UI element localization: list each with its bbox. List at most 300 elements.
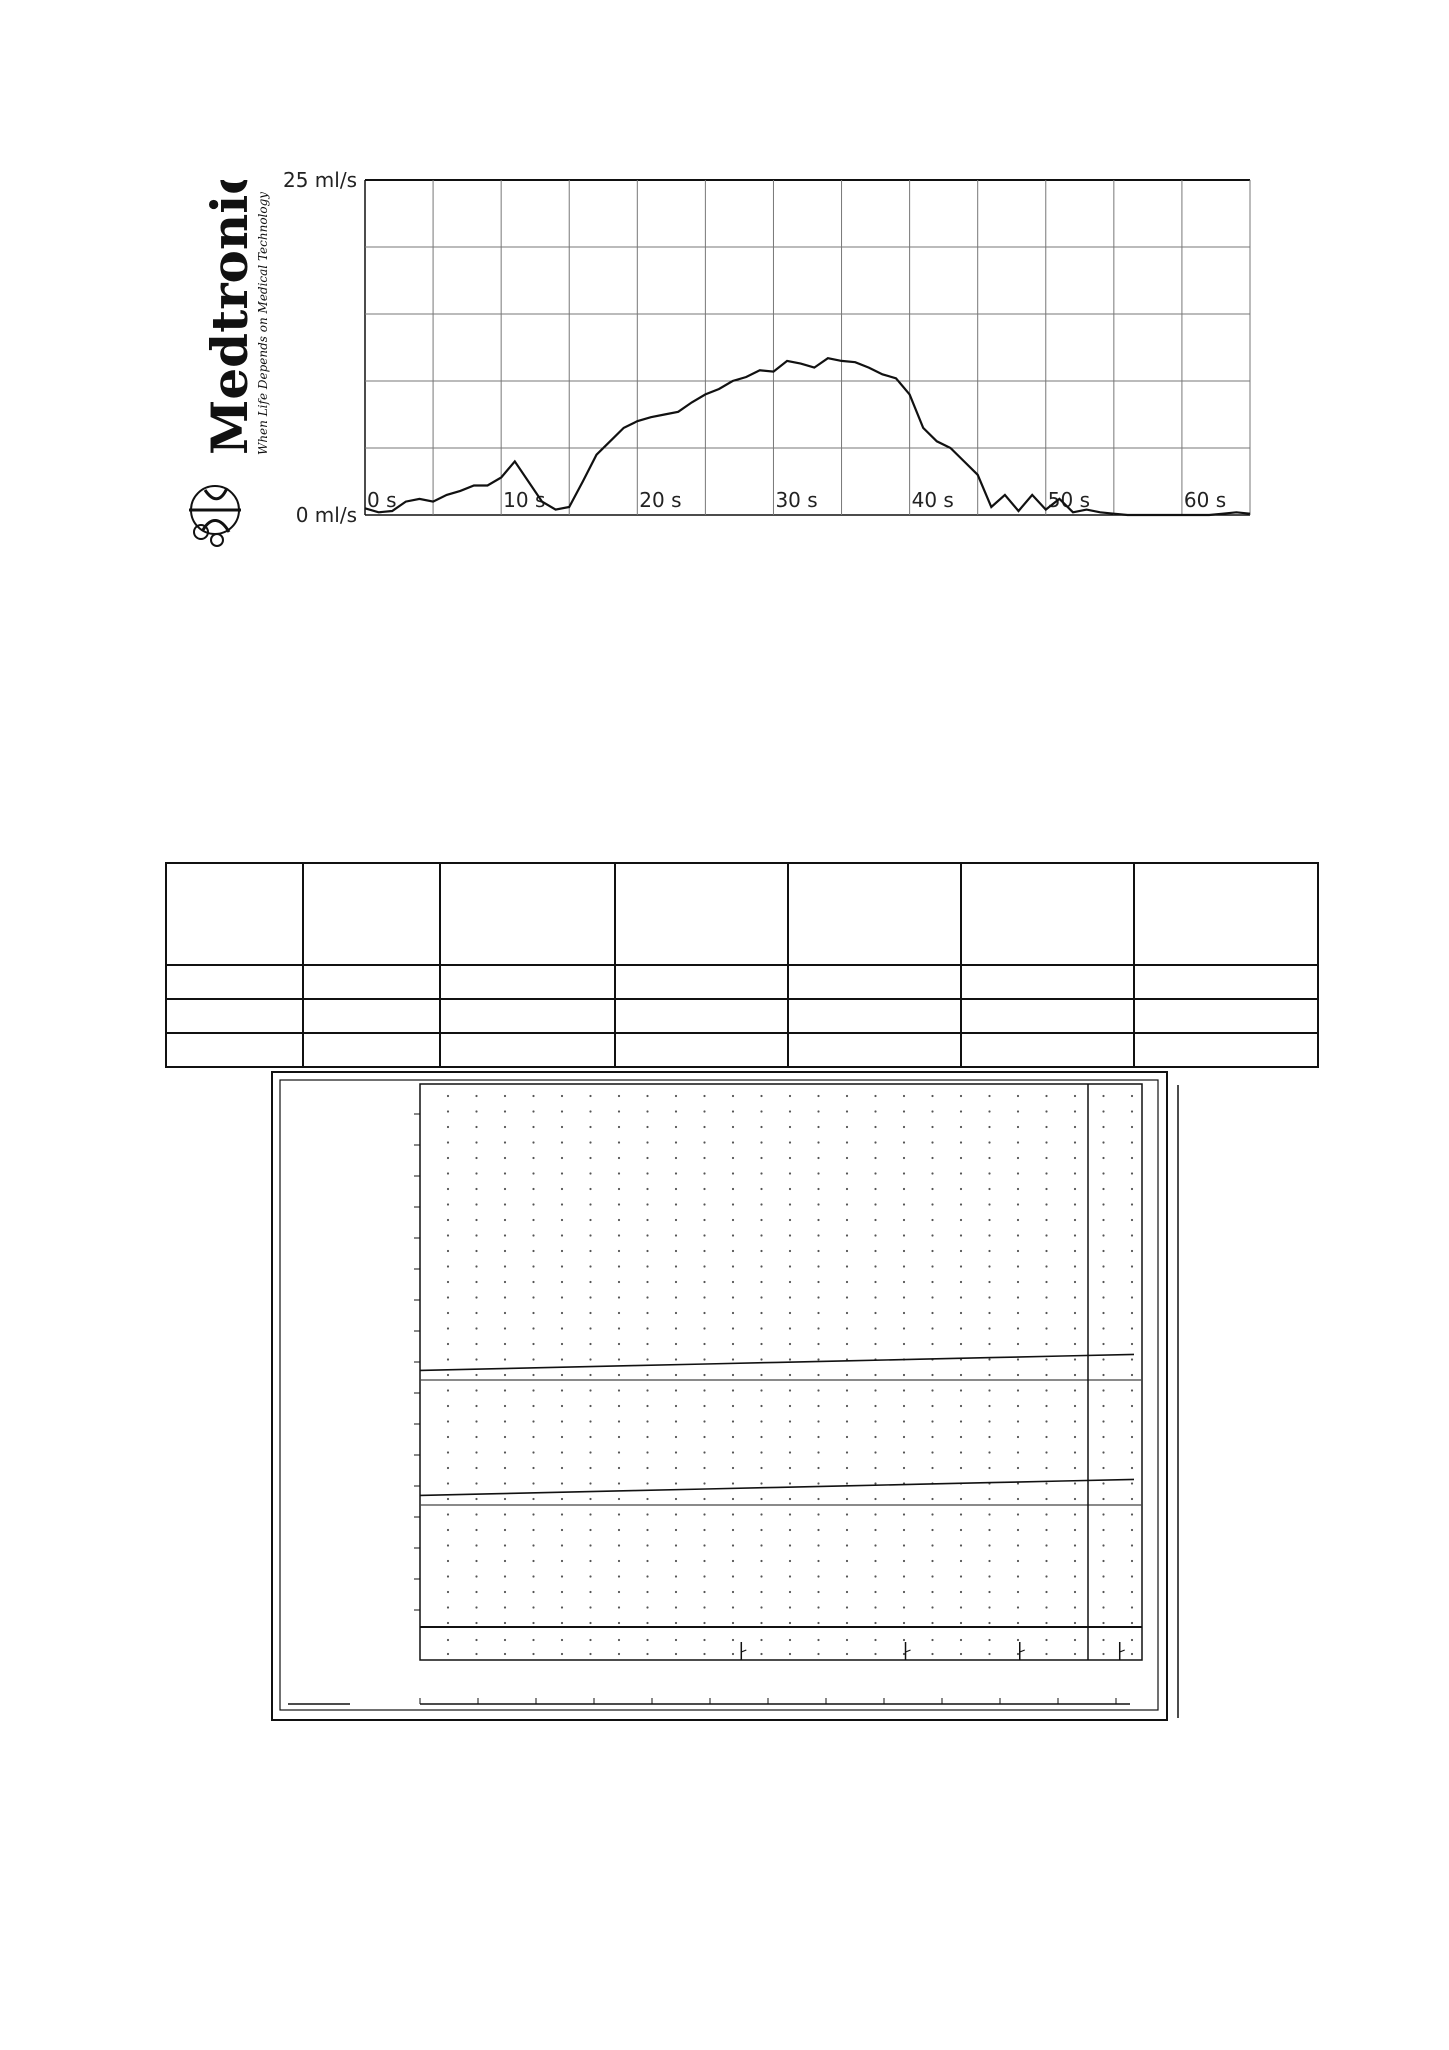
grid-dot <box>1045 1126 1047 1128</box>
grid-dot <box>1131 1405 1133 1407</box>
grid-dot <box>903 1126 905 1128</box>
grid-dot <box>703 1343 705 1345</box>
grid-dot <box>760 1436 762 1438</box>
grid-dot <box>988 1281 990 1283</box>
grid-dot <box>931 1234 933 1236</box>
grid-dot <box>675 1606 677 1608</box>
grid-dot <box>703 1575 705 1577</box>
grid-dot <box>532 1498 534 1500</box>
table-header-cell <box>1134 863 1318 965</box>
grid-dot <box>475 1513 477 1515</box>
grid-dot <box>447 1250 449 1252</box>
grid-dot <box>1045 1157 1047 1159</box>
grid-dot <box>618 1653 620 1655</box>
grid-dot <box>1045 1281 1047 1283</box>
grid-dot <box>760 1126 762 1128</box>
grid-dot <box>960 1219 962 1221</box>
grid-dot <box>1017 1358 1019 1360</box>
grid-dot <box>1074 1203 1076 1205</box>
grid-dot <box>846 1327 848 1329</box>
grid-dot <box>703 1203 705 1205</box>
grid-dot <box>475 1172 477 1174</box>
grid-dot <box>732 1126 734 1128</box>
grid-dot <box>1131 1312 1133 1314</box>
grid-dot <box>504 1141 506 1143</box>
grid-dot <box>1102 1420 1104 1422</box>
grid-dot <box>846 1389 848 1391</box>
grid-dot <box>732 1560 734 1562</box>
grid-dot <box>960 1296 962 1298</box>
grid-dot <box>618 1405 620 1407</box>
grid-dot <box>589 1141 591 1143</box>
grid-dot <box>504 1451 506 1453</box>
grid-dot <box>846 1575 848 1577</box>
grid-dot <box>988 1639 990 1641</box>
grid-dot <box>618 1157 620 1159</box>
grid-dot <box>1017 1172 1019 1174</box>
grid-dot <box>817 1653 819 1655</box>
grid-dot <box>475 1141 477 1143</box>
grid-dot <box>817 1358 819 1360</box>
grid-dot <box>532 1343 534 1345</box>
grid-dot <box>1017 1405 1019 1407</box>
pressure-trace-line <box>420 1479 1134 1495</box>
grid-dot <box>817 1622 819 1624</box>
grid-dot <box>988 1343 990 1345</box>
grid-dot <box>903 1296 905 1298</box>
grid-dot <box>931 1343 933 1345</box>
grid-dot <box>1045 1389 1047 1391</box>
grid-dot <box>1131 1606 1133 1608</box>
grid-dot <box>532 1188 534 1190</box>
grid-dot <box>988 1312 990 1314</box>
grid-dot <box>988 1529 990 1531</box>
grid-dot <box>817 1560 819 1562</box>
grid-dot <box>532 1389 534 1391</box>
grid-dot <box>931 1110 933 1112</box>
grid-dot <box>618 1250 620 1252</box>
grid-dot <box>646 1436 648 1438</box>
grid-dot <box>846 1250 848 1252</box>
grid-dot <box>561 1172 563 1174</box>
grid-dot <box>817 1405 819 1407</box>
grid-dot <box>817 1312 819 1314</box>
grid-dot <box>646 1141 648 1143</box>
grid-dot <box>732 1343 734 1345</box>
grid-dot <box>846 1451 848 1453</box>
grid-dot <box>903 1374 905 1376</box>
grid-dot <box>561 1544 563 1546</box>
grid-dot <box>988 1095 990 1097</box>
grid-dot <box>1131 1560 1133 1562</box>
grid-dot <box>589 1544 591 1546</box>
grid-dot <box>760 1622 762 1624</box>
grid-dot <box>504 1544 506 1546</box>
grid-dot <box>703 1420 705 1422</box>
grid-dot <box>874 1312 876 1314</box>
table-row <box>166 999 1318 1033</box>
grid-dot <box>504 1188 506 1190</box>
grid-dot <box>646 1358 648 1360</box>
grid-dot <box>1102 1451 1104 1453</box>
grid-dot <box>817 1219 819 1221</box>
grid-dot <box>874 1639 876 1641</box>
grid-dot <box>646 1560 648 1562</box>
grid-dot <box>931 1498 933 1500</box>
grid-dot <box>561 1234 563 1236</box>
grid-dot <box>475 1389 477 1391</box>
grid-dot <box>618 1389 620 1391</box>
grid-dot <box>732 1544 734 1546</box>
grid-dot <box>532 1126 534 1128</box>
grid-dot <box>874 1436 876 1438</box>
grid-dot <box>532 1172 534 1174</box>
grid-dot <box>760 1312 762 1314</box>
grid-dot <box>589 1296 591 1298</box>
table-header-cell <box>961 863 1134 965</box>
grid-dot <box>789 1560 791 1562</box>
grid-dot <box>789 1498 791 1500</box>
grid-dot <box>846 1482 848 1484</box>
grid-dot <box>789 1374 791 1376</box>
grid-dot <box>817 1606 819 1608</box>
grid-dot <box>846 1653 848 1655</box>
grid-dot <box>675 1591 677 1593</box>
grid-dot <box>532 1513 534 1515</box>
grid-dot <box>931 1157 933 1159</box>
grid-dot <box>1045 1513 1047 1515</box>
grid-dot <box>1102 1653 1104 1655</box>
table-cell <box>1134 965 1318 999</box>
grid-dot <box>1102 1172 1104 1174</box>
grid-dot <box>504 1157 506 1159</box>
grid-dot <box>589 1203 591 1205</box>
grid-dot <box>846 1095 848 1097</box>
grid-dot <box>760 1157 762 1159</box>
grid-dot <box>1074 1575 1076 1577</box>
grid-dot <box>874 1188 876 1190</box>
grid-dot <box>475 1188 477 1190</box>
grid-dot <box>1131 1420 1133 1422</box>
grid-dot <box>703 1560 705 1562</box>
grid-dot <box>618 1591 620 1593</box>
grid-dot <box>703 1234 705 1236</box>
grid-dot <box>1017 1639 1019 1641</box>
pressure-trace-line <box>420 1354 1134 1370</box>
grid-dot <box>475 1639 477 1641</box>
table-cell <box>788 965 961 999</box>
grid-dot <box>504 1389 506 1391</box>
grid-dot <box>589 1513 591 1515</box>
grid-dot <box>447 1451 449 1453</box>
table-header-row <box>166 863 1318 965</box>
grid-dot <box>960 1560 962 1562</box>
grid-dot <box>1017 1420 1019 1422</box>
y-tick-label: 25 ml/s <box>282 168 357 192</box>
grid-dot <box>1017 1529 1019 1531</box>
grid-dot <box>789 1513 791 1515</box>
grid-dot <box>960 1265 962 1267</box>
grid-dot <box>817 1343 819 1345</box>
grid-dot <box>760 1467 762 1469</box>
grid-dot <box>789 1296 791 1298</box>
grid-dot <box>1074 1265 1076 1267</box>
grid-dot <box>1017 1327 1019 1329</box>
grid-dot <box>561 1560 563 1562</box>
grid-dot <box>960 1420 962 1422</box>
grid-dot <box>475 1451 477 1453</box>
grid-dot <box>817 1110 819 1112</box>
grid-dot <box>732 1095 734 1097</box>
grid-dot <box>447 1513 449 1515</box>
grid-dot <box>703 1591 705 1593</box>
grid-dot <box>760 1405 762 1407</box>
grid-dot <box>1102 1296 1104 1298</box>
grid-dot <box>504 1529 506 1531</box>
grid-dot <box>960 1374 962 1376</box>
grid-dot <box>789 1126 791 1128</box>
grid-dot <box>447 1281 449 1283</box>
grid-dot <box>1074 1560 1076 1562</box>
grid-dot <box>447 1157 449 1159</box>
grid-dot <box>504 1110 506 1112</box>
grid-dot <box>561 1203 563 1205</box>
grid-dot <box>874 1234 876 1236</box>
grid-dot <box>561 1126 563 1128</box>
grid-dot <box>1017 1513 1019 1515</box>
plot-outer-frame <box>272 1072 1167 1720</box>
grid-dot <box>817 1157 819 1159</box>
grid-dot <box>789 1420 791 1422</box>
grid-dot <box>1074 1296 1076 1298</box>
grid-dot <box>447 1591 449 1593</box>
grid-dot <box>732 1281 734 1283</box>
grid-dot <box>1131 1451 1133 1453</box>
grid-dot <box>960 1281 962 1283</box>
grid-dot <box>732 1312 734 1314</box>
grid-dot <box>874 1529 876 1531</box>
grid-dot <box>1017 1451 1019 1453</box>
grid-dot <box>760 1327 762 1329</box>
grid-dot <box>646 1110 648 1112</box>
grid-dot <box>1074 1653 1076 1655</box>
grid-dot <box>903 1281 905 1283</box>
grid-dot <box>675 1234 677 1236</box>
grid-dot <box>931 1405 933 1407</box>
grid-dot <box>846 1529 848 1531</box>
grid-dot <box>846 1343 848 1345</box>
grid-dot <box>589 1389 591 1391</box>
grid-dot <box>504 1172 506 1174</box>
grid-dot <box>1017 1157 1019 1159</box>
grid-dot <box>789 1544 791 1546</box>
grid-dot <box>874 1374 876 1376</box>
grid-dot <box>618 1420 620 1422</box>
grid-dot <box>475 1575 477 1577</box>
grid-dot <box>903 1219 905 1221</box>
grid-dot <box>1017 1234 1019 1236</box>
grid-dot <box>817 1498 819 1500</box>
grid-dot <box>789 1250 791 1252</box>
grid-dot <box>475 1606 477 1608</box>
grid-dot <box>760 1188 762 1190</box>
grid-dot <box>760 1482 762 1484</box>
grid-dot <box>504 1312 506 1314</box>
grid-dot <box>1074 1343 1076 1345</box>
grid-dot <box>931 1219 933 1221</box>
grid-dot <box>874 1157 876 1159</box>
grid-dot <box>618 1296 620 1298</box>
grid-dot <box>646 1157 648 1159</box>
grid-dot <box>817 1281 819 1283</box>
table-cell <box>615 1033 788 1067</box>
table-cell <box>166 1033 303 1067</box>
grid-dot <box>504 1560 506 1562</box>
grid-dot <box>1131 1126 1133 1128</box>
grid-dot <box>504 1234 506 1236</box>
grid-dot <box>1102 1374 1104 1376</box>
grid-dot <box>532 1327 534 1329</box>
grid-dot <box>475 1234 477 1236</box>
grid-dot <box>475 1312 477 1314</box>
grid-dot <box>675 1529 677 1531</box>
grid-dot <box>447 1498 449 1500</box>
grid-dot <box>589 1639 591 1641</box>
results-table <box>165 862 1319 1068</box>
grid-dot <box>618 1622 620 1624</box>
grid-dot <box>1074 1188 1076 1190</box>
grid-dot <box>760 1544 762 1546</box>
grid-dot <box>903 1157 905 1159</box>
grid-dot <box>589 1451 591 1453</box>
grid-dot <box>447 1606 449 1608</box>
grid-dot <box>874 1327 876 1329</box>
grid-dot <box>1017 1591 1019 1593</box>
grid-dot <box>561 1405 563 1407</box>
grid-dot <box>1045 1498 1047 1500</box>
grid-dot <box>846 1172 848 1174</box>
grid-dot <box>1102 1110 1104 1112</box>
grid-dot <box>589 1482 591 1484</box>
grid-dot <box>504 1250 506 1252</box>
grid-dot <box>1131 1358 1133 1360</box>
grid-dot <box>903 1436 905 1438</box>
grid-dot <box>732 1358 734 1360</box>
logo-wordmark: Medtronic <box>200 180 259 455</box>
grid-dot <box>475 1126 477 1128</box>
grid-dot <box>1102 1639 1104 1641</box>
grid-dot <box>1017 1265 1019 1267</box>
grid-dot <box>988 1172 990 1174</box>
grid-dot <box>532 1095 534 1097</box>
grid-dot <box>789 1219 791 1221</box>
grid-dot <box>931 1374 933 1376</box>
grid-dot <box>703 1482 705 1484</box>
grid-dot <box>817 1389 819 1391</box>
grid-dot <box>903 1467 905 1469</box>
grid-dot <box>931 1639 933 1641</box>
grid-dot <box>789 1281 791 1283</box>
grid-dot <box>475 1374 477 1376</box>
grid-dot <box>960 1126 962 1128</box>
grid-dot <box>561 1436 563 1438</box>
grid-dot <box>988 1451 990 1453</box>
grid-dot <box>561 1498 563 1500</box>
table-header-cell <box>440 863 615 965</box>
grid-dot <box>618 1172 620 1174</box>
grid-dot <box>475 1544 477 1546</box>
grid-dot <box>1045 1560 1047 1562</box>
grid-dot <box>618 1312 620 1314</box>
grid-dot <box>561 1141 563 1143</box>
grid-dot <box>960 1095 962 1097</box>
grid-dot <box>561 1451 563 1453</box>
grid-dot <box>732 1389 734 1391</box>
grid-dot <box>475 1327 477 1329</box>
grid-dot <box>760 1591 762 1593</box>
grid-dot <box>703 1281 705 1283</box>
grid-dot <box>960 1639 962 1641</box>
grid-dot <box>504 1639 506 1641</box>
grid-dot <box>1102 1591 1104 1593</box>
grid-dot <box>903 1513 905 1515</box>
grid-dot <box>447 1639 449 1641</box>
grid-dot <box>561 1343 563 1345</box>
grid-dot <box>1074 1405 1076 1407</box>
grid-dot <box>789 1622 791 1624</box>
grid-dot <box>817 1591 819 1593</box>
grid-dot <box>1131 1591 1133 1593</box>
grid-dot <box>988 1126 990 1128</box>
grid-dot <box>789 1141 791 1143</box>
grid-dot <box>561 1095 563 1097</box>
grid-dot <box>931 1172 933 1174</box>
grid-dot <box>960 1513 962 1515</box>
grid-dot <box>1131 1203 1133 1205</box>
grid-dot <box>1131 1575 1133 1577</box>
grid-dot <box>703 1312 705 1314</box>
grid-dot <box>874 1203 876 1205</box>
grid-dot <box>675 1482 677 1484</box>
table-cell <box>615 999 788 1033</box>
grid-dot <box>1102 1312 1104 1314</box>
grid-dot <box>703 1622 705 1624</box>
grid-dot <box>960 1141 962 1143</box>
grid-dot <box>931 1420 933 1422</box>
grid-dot <box>760 1358 762 1360</box>
grid-dot <box>789 1188 791 1190</box>
grid-dot <box>903 1405 905 1407</box>
grid-dot <box>874 1296 876 1298</box>
grid-dot <box>988 1250 990 1252</box>
grid-dot <box>817 1639 819 1641</box>
grid-dot <box>589 1591 591 1593</box>
table-header-cell <box>615 863 788 965</box>
grid-dot <box>931 1188 933 1190</box>
table-cell <box>788 999 961 1033</box>
grid-dot <box>532 1451 534 1453</box>
grid-dot <box>903 1265 905 1267</box>
grid-dot <box>846 1296 848 1298</box>
grid-dot <box>475 1498 477 1500</box>
grid-dot <box>732 1529 734 1531</box>
grid-dot <box>561 1374 563 1376</box>
x-tick-label: 10 s <box>503 488 546 512</box>
grid-dot <box>846 1312 848 1314</box>
grid-dot <box>1017 1203 1019 1205</box>
grid-dot <box>732 1451 734 1453</box>
grid-dot <box>817 1482 819 1484</box>
